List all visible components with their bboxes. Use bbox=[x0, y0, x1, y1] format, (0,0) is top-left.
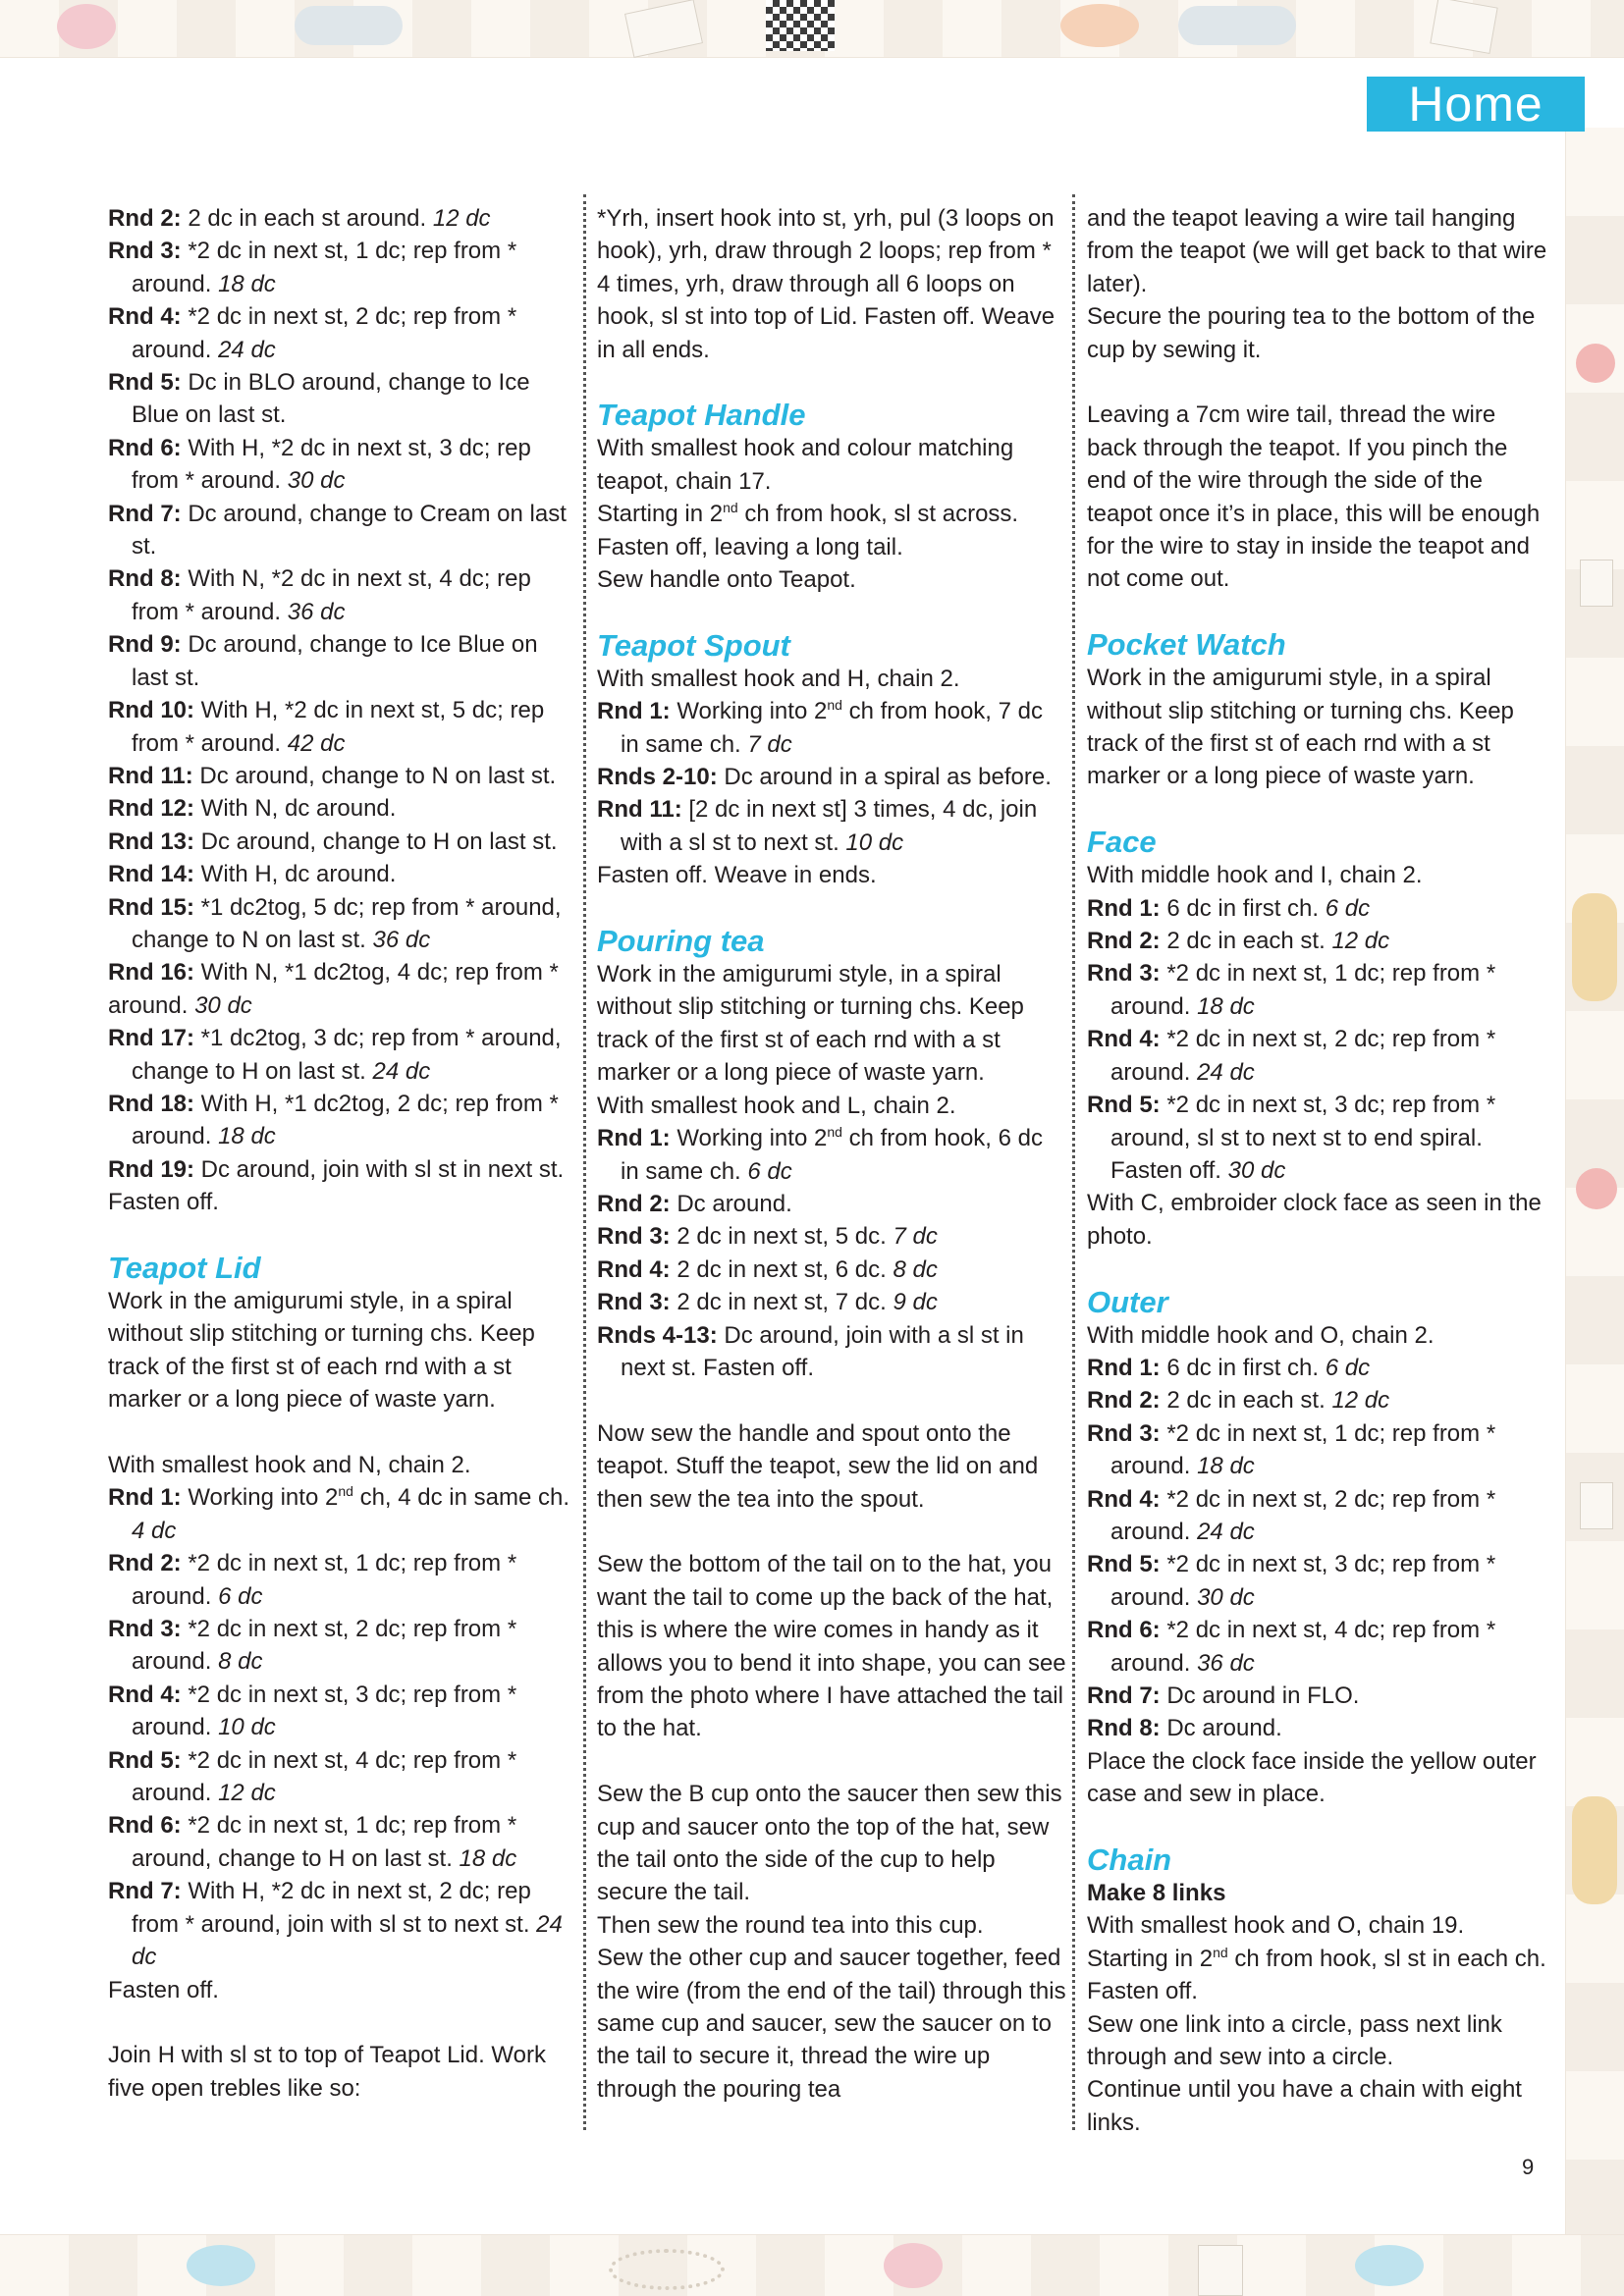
teacup-illustration bbox=[1060, 4, 1139, 47]
decorative-right-border bbox=[1565, 128, 1624, 2234]
section-heading: Teapot Lid bbox=[108, 1250, 261, 1285]
instruction-paragraph: With smallest hook and H, chain 2. bbox=[597, 665, 960, 692]
stitch-count: 30 dc bbox=[1227, 1156, 1286, 1184]
checkered-illustration bbox=[766, 0, 835, 51]
stitch-count: 12 dc bbox=[1331, 1387, 1390, 1415]
round-label: Rnd 3: bbox=[1087, 960, 1161, 988]
round-label: Rnd 4: bbox=[1087, 1485, 1161, 1513]
playing-card-illustration-5 bbox=[1198, 2245, 1243, 2296]
round-label: Rnd 13: bbox=[108, 828, 195, 855]
rabbit-illustration-2 bbox=[1178, 6, 1296, 45]
round-instruction: Rnd 19: Dc around, join with sl st in next st. bbox=[108, 1155, 565, 1183]
instruction-paragraph: Fasten off. bbox=[108, 1189, 219, 1216]
round-instruction: Rnd 10: With H, *2 dc in next st, 5 dc; rep from * around. 42 dc bbox=[108, 697, 545, 757]
stitch-count: 9 dc bbox=[893, 1289, 938, 1316]
teacup-illustration-2 bbox=[187, 2245, 255, 2286]
round-label: Rnd 15: bbox=[108, 893, 195, 921]
round-instruction: Rnd 7: Dc around, change to Cream on last st. bbox=[108, 500, 567, 561]
stitch-count: 6 dc bbox=[747, 1157, 792, 1185]
round-instruction: Rnd 1: 6 dc in first ch. 6 dc bbox=[1087, 894, 1371, 922]
paragraph-spacer bbox=[1087, 366, 1548, 399]
round-label: Rnd 1: bbox=[1087, 1354, 1161, 1381]
instruction-paragraph: Sew the other cup and saucer together, feed the wire (from the end of the tail) through this same cup and saucer, sew the saucer on to the tail to secure it, thread the wire up through the pouring tea bbox=[597, 1945, 1066, 2103]
instruction-paragraph: Then sew the round tea into this cup. bbox=[597, 1911, 984, 1939]
section-tab-home: Home bbox=[1367, 77, 1585, 132]
stitch-count: 6 dc bbox=[218, 1582, 263, 1610]
stitch-count: 24 dc bbox=[218, 336, 276, 363]
round-label: Rnd 9: bbox=[108, 631, 182, 659]
round-instruction: Rnd 2: 2 dc in each st around. 12 dc bbox=[108, 205, 491, 232]
decorative-top-border bbox=[0, 0, 1624, 58]
instruction-paragraph: Fasten off. bbox=[108, 1976, 219, 2003]
pearl-necklace-illustration bbox=[609, 2249, 725, 2290]
section-heading: Face bbox=[1087, 825, 1157, 860]
round-instruction: Rnd 13: Dc around, change to H on last st. bbox=[108, 828, 558, 855]
round-instruction: Rnd 8: With N, *2 dc in next st, 4 dc; rep from * around. 36 dc bbox=[108, 565, 531, 625]
instruction-paragraph: Secure the pouring tea to the bottom of the cup by sewing it. bbox=[1087, 303, 1536, 363]
round-instruction: Rnd 5: *2 dc in next st, 3 dc; rep from * around, sl st to next st to end spiral. Fasten off. 30 dc bbox=[1087, 1092, 1496, 1184]
round-label: Rnd 11: bbox=[108, 762, 193, 789]
round-label: Rnd 3: bbox=[108, 238, 182, 265]
round-instruction: Rnd 5: *2 dc in next st, 3 dc; rep from * around. 30 dc bbox=[1087, 1551, 1496, 1611]
round-label: Rnd 4: bbox=[1087, 1026, 1161, 1053]
instruction-paragraph: With smallest hook and colour matching teapot, chain 17. bbox=[597, 435, 1014, 495]
round-instruction: Rnd 3: *2 dc in next st, 1 dc; rep from * around. 18 dc bbox=[108, 238, 517, 297]
round-label: Rnd 1: bbox=[1087, 894, 1161, 922]
section-heading: Pouring tea bbox=[597, 924, 765, 959]
section-heading: Teapot Spout bbox=[597, 627, 790, 663]
column-1 bbox=[108, 202, 579, 2105]
round-label: Rnd 3: bbox=[108, 1616, 182, 1643]
round-label: Rnd 10: bbox=[108, 697, 195, 724]
instruction-paragraph: Leaving a 7cm wire tail, thread the wire back through the teapot. If you pinch the end of the wire through the side of the teapot once it’s in place, this will be enough for the wire to stay in inside the teapot and not come out. bbox=[1087, 401, 1541, 593]
round-label: Rnd 3: bbox=[597, 1223, 671, 1251]
paragraph-spacer bbox=[108, 2006, 579, 2039]
paragraph-spacer bbox=[108, 1219, 579, 1252]
round-instruction: Rnd 1: Working into 2nd ch, 4 dc in same ch. 4 dc bbox=[108, 1483, 570, 1544]
round-label: Rnd 2: bbox=[108, 1550, 182, 1577]
round-label: Rnd 4: bbox=[108, 1681, 182, 1708]
instruction-paragraph: Sew handle onto Teapot. bbox=[597, 566, 856, 594]
instruction-paragraph: Now sew the handle and spout onto the teapot. Stuff the teapot, sew the lid on and then sew the tea into the spout. bbox=[597, 1419, 1039, 1513]
stitch-count: 10 dc bbox=[845, 828, 904, 856]
round-instruction: Rnd 4: *2 dc in next st, 3 dc; rep from * around. 10 dc bbox=[108, 1681, 517, 1741]
round-label: Rnd 3: bbox=[1087, 1419, 1161, 1447]
round-instruction: Rnd 6: *2 dc in next st, 1 dc; rep from * around, change to H on last st. 18 dc bbox=[108, 1812, 517, 1872]
paragraph-spacer bbox=[597, 366, 1066, 399]
instruction-paragraph: Starting in 2nd ch from hook, sl st across. Fasten off, leaving a long tail. bbox=[597, 500, 1019, 561]
round-instruction: Rnd 11: [2 dc in next st] 3 times, 4 dc, join with a sl st to next st. 10 dc bbox=[597, 796, 1038, 856]
round-label: Rnd 17: bbox=[108, 1025, 195, 1052]
instruction-paragraph: Work in the amigurumi style, in a spiral without slip stitching or turning chs. Keep track of the first st of each rnd with a st marker or a long piece of waste yarn. bbox=[1087, 665, 1514, 790]
stitch-count: 12 dc bbox=[218, 1780, 276, 1807]
instruction-paragraph: Sew one link into a circle, pass next link through and sew into a circle. bbox=[1087, 2010, 1502, 2071]
round-instruction: Rnd 1: 6 dc in first ch. 6 dc bbox=[1087, 1354, 1371, 1381]
flower-illustration-2 bbox=[1576, 1168, 1617, 1209]
paragraph-spacer bbox=[597, 1516, 1066, 1548]
round-label: Rnd 18: bbox=[108, 1090, 195, 1117]
paragraph-spacer bbox=[1087, 1253, 1548, 1285]
stitch-count: 6 dc bbox=[1325, 894, 1371, 922]
stitch-count: 24 dc bbox=[1197, 1518, 1255, 1545]
instruction-paragraph: Continue until you have a chain with eight links. bbox=[1087, 2076, 1522, 2136]
stitch-count: 42 dc bbox=[287, 729, 346, 757]
stitch-count: 36 dc bbox=[372, 926, 431, 953]
stitch-count: 18 dc bbox=[218, 1123, 276, 1150]
round-label: Rnd 7: bbox=[108, 500, 182, 527]
round-label: Rnd 5: bbox=[108, 1746, 182, 1774]
instruction-paragraph: Work in the amigurumi style, in a spiral without slip stitching or turning chs. Keep track of the first st of each rnd with a st marker or a long piece of waste yarn. bbox=[108, 1287, 535, 1414]
instruction-paragraph: Place the clock face inside the yellow outer case and sew in place. bbox=[1087, 1747, 1537, 1808]
round-instruction: Rnd 3: 2 dc in next st, 7 dc. 9 dc bbox=[597, 1289, 938, 1316]
paragraph-spacer bbox=[1087, 793, 1548, 826]
instruction-paragraph: Join H with sl st to top of Teapot Lid. Work five open trebles like so: bbox=[108, 2042, 546, 2102]
stitch-count: 18 dc bbox=[218, 270, 276, 297]
round-instruction: Rnd 1: Working into 2nd ch from hook, 7 dc in same ch. 7 dc bbox=[597, 697, 1043, 758]
round-label: Rnd 6: bbox=[108, 434, 182, 461]
stitch-count: 6 dc bbox=[1325, 1354, 1371, 1381]
stitch-count: 8 dc bbox=[218, 1648, 263, 1676]
round-instruction: Rnds 4-13: Dc around, join with a sl st in next st. Fasten off. bbox=[597, 1321, 1024, 1381]
round-instruction: Rnd 11: Dc around, change to N on last st. bbox=[108, 762, 557, 789]
alice-illustration-2 bbox=[1572, 1796, 1617, 1904]
round-label: Rnd 16: bbox=[108, 959, 195, 987]
instruction-paragraph: Sew the bottom of the tail on to the hat, you want the tail to come up the back of the hat, this is where the wire comes in handy as it allows you to bend it into shape, you can see from the photo where I have attached the tail to the hat. bbox=[597, 1551, 1066, 1742]
round-instruction: Rnd 3: *2 dc in next st, 1 dc; rep from * around. 18 dc bbox=[1087, 1419, 1496, 1480]
round-label: Rnd 1: bbox=[597, 1125, 671, 1152]
stitch-count: 24 dc bbox=[1197, 1058, 1255, 1086]
round-label: Rnd 2: bbox=[597, 1190, 671, 1217]
paragraph-spacer bbox=[597, 1745, 1066, 1778]
stitch-count: 12 dc bbox=[432, 205, 491, 232]
round-label: Rnd 5: bbox=[1087, 1551, 1161, 1578]
instruction-paragraph: *Yrh, insert hook into st, yrh, pul (3 loops on hook), yrh, draw through 2 loops; rep from * 4 times, yrh, draw through all 6 loops on hook, sl st into top of Lid. Fasten off. Weave in all ends. bbox=[597, 205, 1056, 363]
round-label: Rnds 4-13: bbox=[597, 1321, 718, 1349]
stitch-count: 24 dc bbox=[132, 1910, 563, 1971]
stitch-count: 7 dc bbox=[893, 1223, 938, 1251]
cupcake-illustration bbox=[57, 4, 116, 49]
instruction-paragraph: With smallest hook and O, chain 19. bbox=[1087, 1912, 1465, 1940]
instruction-paragraph: With middle hook and O, chain 2. bbox=[1087, 1321, 1435, 1349]
column-divider-2 bbox=[1072, 194, 1075, 2130]
stitch-count: 30 dc bbox=[194, 991, 252, 1019]
round-label: Rnd 7: bbox=[1087, 1682, 1161, 1709]
instruction-paragraph: With C, embroider clock face as seen in the photo. bbox=[1087, 1190, 1542, 1250]
section-heading: Teapot Handle bbox=[597, 398, 806, 433]
round-instruction: Rnd 16: With N, *1 dc2tog, 4 dc; rep from * around. 30 dc bbox=[108, 959, 559, 1019]
round-instruction: Rnd 2: Dc around. bbox=[597, 1190, 792, 1217]
paragraph-spacer bbox=[597, 596, 1066, 628]
round-label: Rnd 2: bbox=[1087, 928, 1161, 955]
round-instruction: Rnd 4: *2 dc in next st, 2 dc; rep from * around. 24 dc bbox=[1087, 1485, 1496, 1545]
paragraph-spacer bbox=[597, 892, 1066, 925]
round-instruction: Rnd 6: *2 dc in next st, 4 dc; rep from * around. 36 dc bbox=[1087, 1617, 1496, 1677]
round-instruction: Rnd 17: *1 dc2tog, 3 dc; rep from * around, change to H on last st. 24 dc bbox=[108, 1025, 562, 1085]
round-label: Rnd 6: bbox=[1087, 1617, 1161, 1644]
paragraph-spacer bbox=[108, 1416, 579, 1449]
column-3 bbox=[1087, 202, 1548, 2139]
round-instruction: Rnd 1: Working into 2nd ch from hook, 6 dc in same ch. 6 dc bbox=[597, 1124, 1043, 1185]
round-instruction: Rnds 2-10: Dc around in a spiral as before. bbox=[597, 764, 1052, 791]
section-heading: Pocket Watch bbox=[1087, 627, 1286, 663]
round-instruction: Rnd 4: *2 dc in next st, 2 dc; rep from * around. 24 dc bbox=[1087, 1026, 1496, 1086]
instruction-paragraph: Fasten off. Weave in ends. bbox=[597, 862, 877, 889]
page-number: 9 bbox=[1522, 2155, 1535, 2179]
round-instruction: Rnd 3: *2 dc in next st, 2 dc; rep from * around. 8 dc bbox=[108, 1616, 517, 1676]
round-label: Rnd 1: bbox=[108, 1484, 182, 1512]
stitch-count: 30 dc bbox=[1197, 1583, 1255, 1611]
round-instruction: Rnd 2: 2 dc in each st. 12 dc bbox=[1087, 928, 1390, 955]
round-label: Rnd 2: bbox=[1087, 1387, 1161, 1415]
stitch-count: 24 dc bbox=[372, 1057, 431, 1085]
round-instruction: Rnd 2: *2 dc in next st, 1 dc; rep from * around. 6 dc bbox=[108, 1550, 517, 1610]
round-label: Rnd 12: bbox=[108, 795, 195, 823]
round-label: Rnd 1: bbox=[597, 698, 671, 725]
round-instruction: Rnd 5: Dc in BLO around, change to Ice Blue on last st. bbox=[108, 369, 530, 429]
round-label: Rnd 8: bbox=[108, 565, 182, 593]
round-label: Rnd 7: bbox=[108, 1878, 182, 1905]
round-instruction: Rnd 12: With N, dc around. bbox=[108, 795, 397, 823]
round-instruction: Rnd 4: 2 dc in next st, 6 dc. 8 dc bbox=[597, 1255, 938, 1283]
stitch-count: 10 dc bbox=[218, 1714, 276, 1741]
round-instruction: Rnd 2: 2 dc in each st. 12 dc bbox=[1087, 1387, 1390, 1415]
round-label: Rnd 6: bbox=[108, 1812, 182, 1840]
paragraph-spacer bbox=[597, 1384, 1066, 1416]
column-2 bbox=[597, 202, 1066, 2106]
stitch-count: 18 dc bbox=[1197, 992, 1255, 1020]
round-instruction: Rnd 6: With H, *2 dc in next st, 3 dc; rep from * around. 30 dc bbox=[108, 434, 531, 495]
stitch-count: 18 dc bbox=[459, 1844, 517, 1872]
round-instruction: Rnd 9: Dc around, change to Ice Blue on last st. bbox=[108, 631, 538, 691]
playing-card-illustration bbox=[624, 0, 703, 58]
stitch-count: 8 dc bbox=[893, 1255, 938, 1283]
round-instruction: Rnd 4: *2 dc in next st, 2 dc; rep from * around. 24 dc bbox=[108, 303, 517, 363]
round-instruction: Rnd 3: 2 dc in next st, 5 dc. 7 dc bbox=[597, 1223, 938, 1251]
stitch-count: 30 dc bbox=[287, 467, 346, 495]
alice-illustration bbox=[1572, 893, 1617, 1001]
round-instruction: Rnd 7: With H, *2 dc in next st, 2 dc; rep from * around, join with sl st to next st. 24 dc bbox=[108, 1878, 563, 1971]
round-label: Rnd 5: bbox=[1087, 1092, 1161, 1119]
playing-card-illustration-3 bbox=[1580, 560, 1613, 607]
round-label: Rnd 2: bbox=[108, 205, 182, 232]
round-label: Rnd 3: bbox=[597, 1289, 671, 1316]
round-label: Rnd 5: bbox=[108, 369, 182, 397]
round-instruction: Rnd 14: With H, dc around. bbox=[108, 861, 397, 888]
round-label: Rnd 8: bbox=[1087, 1715, 1161, 1742]
instruction-paragraph: Work in the amigurumi style, in a spiral without slip stitching or turning chs. Keep track of the first st of each rnd with a st marker or a long piece of waste yarn. bbox=[597, 961, 1024, 1087]
instruction-paragraph: With middle hook and I, chain 2. bbox=[1087, 862, 1423, 889]
round-instruction: Rnd 7: Dc around in FLO. bbox=[1087, 1682, 1360, 1709]
sub-heading: Make 8 links bbox=[1087, 1880, 1226, 1907]
stitch-count: 18 dc bbox=[1197, 1453, 1255, 1480]
instruction-paragraph: Starting in 2nd ch from hook, sl st in each ch. Fasten off. bbox=[1087, 1944, 1546, 2005]
paragraph-spacer bbox=[1087, 596, 1548, 628]
column-divider-1 bbox=[583, 194, 586, 2130]
cupcake-illustration-2 bbox=[884, 2243, 943, 2288]
round-instruction: Rnd 8: Dc around. bbox=[1087, 1715, 1282, 1742]
stitch-count: 4 dc bbox=[132, 1517, 177, 1544]
stitch-count: 7 dc bbox=[747, 730, 792, 758]
stitch-count: 36 dc bbox=[287, 598, 346, 625]
section-heading: Chain bbox=[1087, 1842, 1172, 1878]
playing-card-illustration-4 bbox=[1580, 1482, 1613, 1529]
playing-card-illustration-2 bbox=[1430, 0, 1497, 54]
paragraph-spacer bbox=[1087, 1811, 1548, 1843]
round-instruction: Rnd 15: *1 dc2tog, 5 dc; rep from * around, change to N on last st. 36 dc bbox=[108, 893, 562, 953]
stitch-count: 12 dc bbox=[1331, 928, 1390, 955]
teacup-illustration-3 bbox=[1355, 2245, 1424, 2286]
instruction-paragraph: and the teapot leaving a wire tail hanging from the teapot (we will get back to that wire later). bbox=[1087, 205, 1547, 297]
stitch-count: 36 dc bbox=[1197, 1649, 1255, 1677]
decorative-bottom-border bbox=[0, 2234, 1624, 2296]
instruction-paragraph: With smallest hook and N, chain 2. bbox=[108, 1452, 471, 1478]
round-label: Rnd 4: bbox=[108, 303, 182, 331]
round-label: Rnd 14: bbox=[108, 861, 195, 888]
flower-illustration bbox=[1576, 344, 1615, 383]
round-label: Rnd 4: bbox=[597, 1255, 671, 1283]
round-instruction: Rnd 18: With H, *1 dc2tog, 2 dc; rep from * around. 18 dc bbox=[108, 1090, 559, 1150]
round-label: Rnd 19: bbox=[108, 1155, 195, 1183]
round-instruction: Rnd 3: *2 dc in next st, 1 dc; rep from * around. 18 dc bbox=[1087, 960, 1496, 1020]
instruction-paragraph: Sew the B cup onto the saucer then sew this cup and saucer onto the top of the hat, sew the tail onto the side of the cup to help secure the tail. bbox=[597, 1781, 1062, 1906]
instruction-paragraph: With smallest hook and L, chain 2. bbox=[597, 1092, 956, 1119]
round-label: Rnd 11: bbox=[597, 796, 682, 824]
round-label: Rnds 2-10: bbox=[597, 764, 718, 791]
round-instruction: Rnd 5: *2 dc in next st, 4 dc; rep from * around. 12 dc bbox=[108, 1746, 517, 1807]
section-heading: Outer bbox=[1087, 1284, 1168, 1319]
rabbit-illustration bbox=[295, 6, 403, 45]
